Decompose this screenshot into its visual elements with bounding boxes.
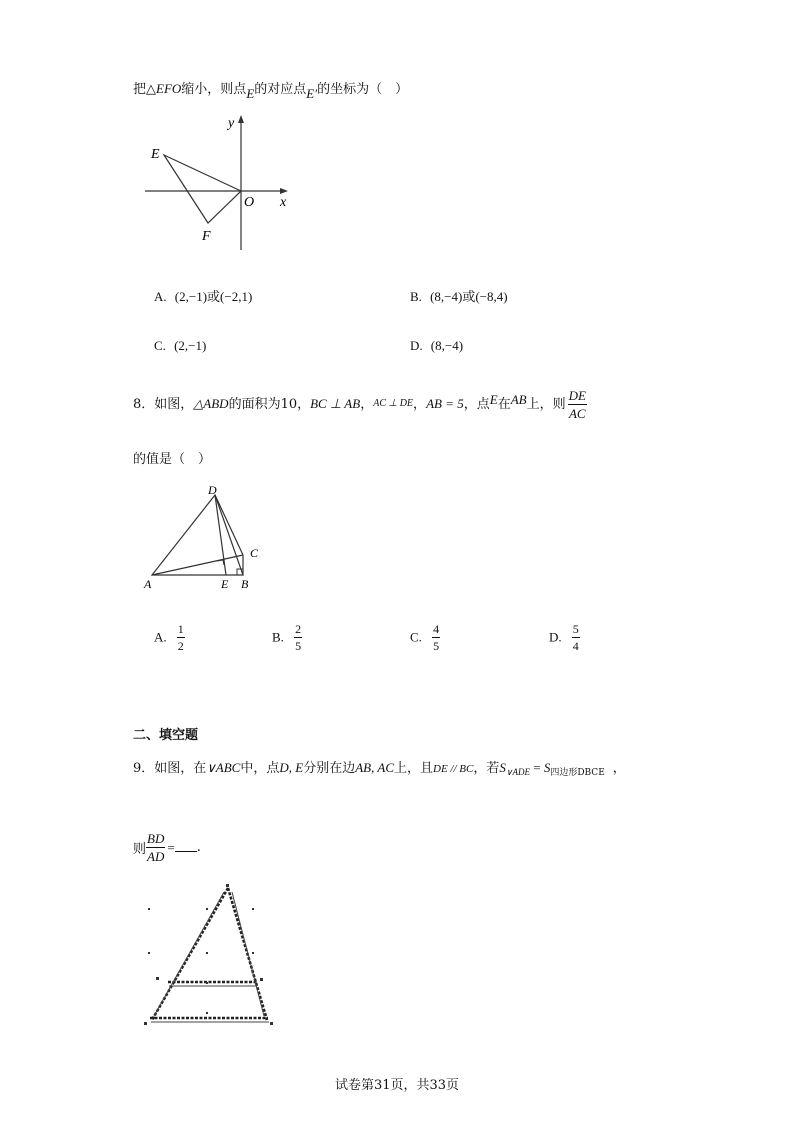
q9-stem: 9．如图，在∨ABC中，点D, E分别在边AB, AC上，且DE // BC，若$S_{\vee ADE} = S_{四边形DBCE}$ ， bbox=[133, 760, 626, 778]
q8-option-d: D. $\frac{5}{4}$ bbox=[549, 622, 579, 653]
label-x: x bbox=[280, 195, 287, 210]
label-c: C bbox=[250, 546, 259, 560]
y-arrow-icon bbox=[238, 115, 244, 123]
triangle-efo bbox=[164, 155, 241, 223]
q7-stem: 把△EFO缩小，则点E的对应点E′的坐标为（ ） bbox=[133, 81, 409, 101]
q8-option-b: B. $\frac{2}{5}$ bbox=[272, 622, 302, 653]
page-footer: 试卷第31页，共33页 bbox=[334, 1078, 460, 1093]
right-angle-mark-e bbox=[217, 560, 224, 565]
triangle-abd bbox=[152, 495, 243, 575]
q8-option-c: C. $\frac{4}{5}$ bbox=[410, 622, 440, 653]
q9-figure bbox=[140, 882, 280, 1037]
q7-option-a: A. (2,−1)或(−2,1) bbox=[154, 289, 253, 305]
label-y: y bbox=[228, 116, 235, 131]
q8-fraction: $\frac{DE}{AC}$ bbox=[568, 388, 586, 421]
q9-answer-line: 则 $\frac{BD}{AD}$ = . bbox=[133, 831, 201, 864]
q7-figure bbox=[140, 110, 300, 255]
q8-stem: 8．如图，△ABD的面积为10，BC ⊥ AB，AC ⊥ DE，AB = 5，点E在AB上，则 $\frac{DE}{AC}$ bbox=[133, 388, 586, 421]
q7-option-d: D. (8,−4) bbox=[410, 338, 464, 353]
section-title: 二、填空题 bbox=[133, 728, 199, 743]
answer-blank[interactable] bbox=[175, 840, 197, 852]
label-f: F bbox=[202, 229, 211, 244]
q8-figure bbox=[140, 482, 270, 594]
label-a: A bbox=[144, 577, 152, 591]
x-arrow-icon bbox=[280, 188, 288, 194]
label-d: D bbox=[208, 483, 217, 497]
q7-option-b: B. (8,−4)或(−8,4) bbox=[410, 289, 508, 305]
q8-option-a: A. $\frac{1}{2}$ bbox=[154, 622, 184, 653]
label-e: E bbox=[221, 577, 229, 591]
label-b: B bbox=[241, 577, 249, 591]
q7-option-c: C. (2,−1) bbox=[154, 338, 207, 353]
label-o: O bbox=[244, 195, 255, 210]
q8-stem-line2: 的值是（ ） bbox=[133, 452, 212, 467]
q9-fraction: $\frac{BD}{AD}$ bbox=[147, 831, 165, 864]
label-e: E bbox=[151, 147, 160, 162]
